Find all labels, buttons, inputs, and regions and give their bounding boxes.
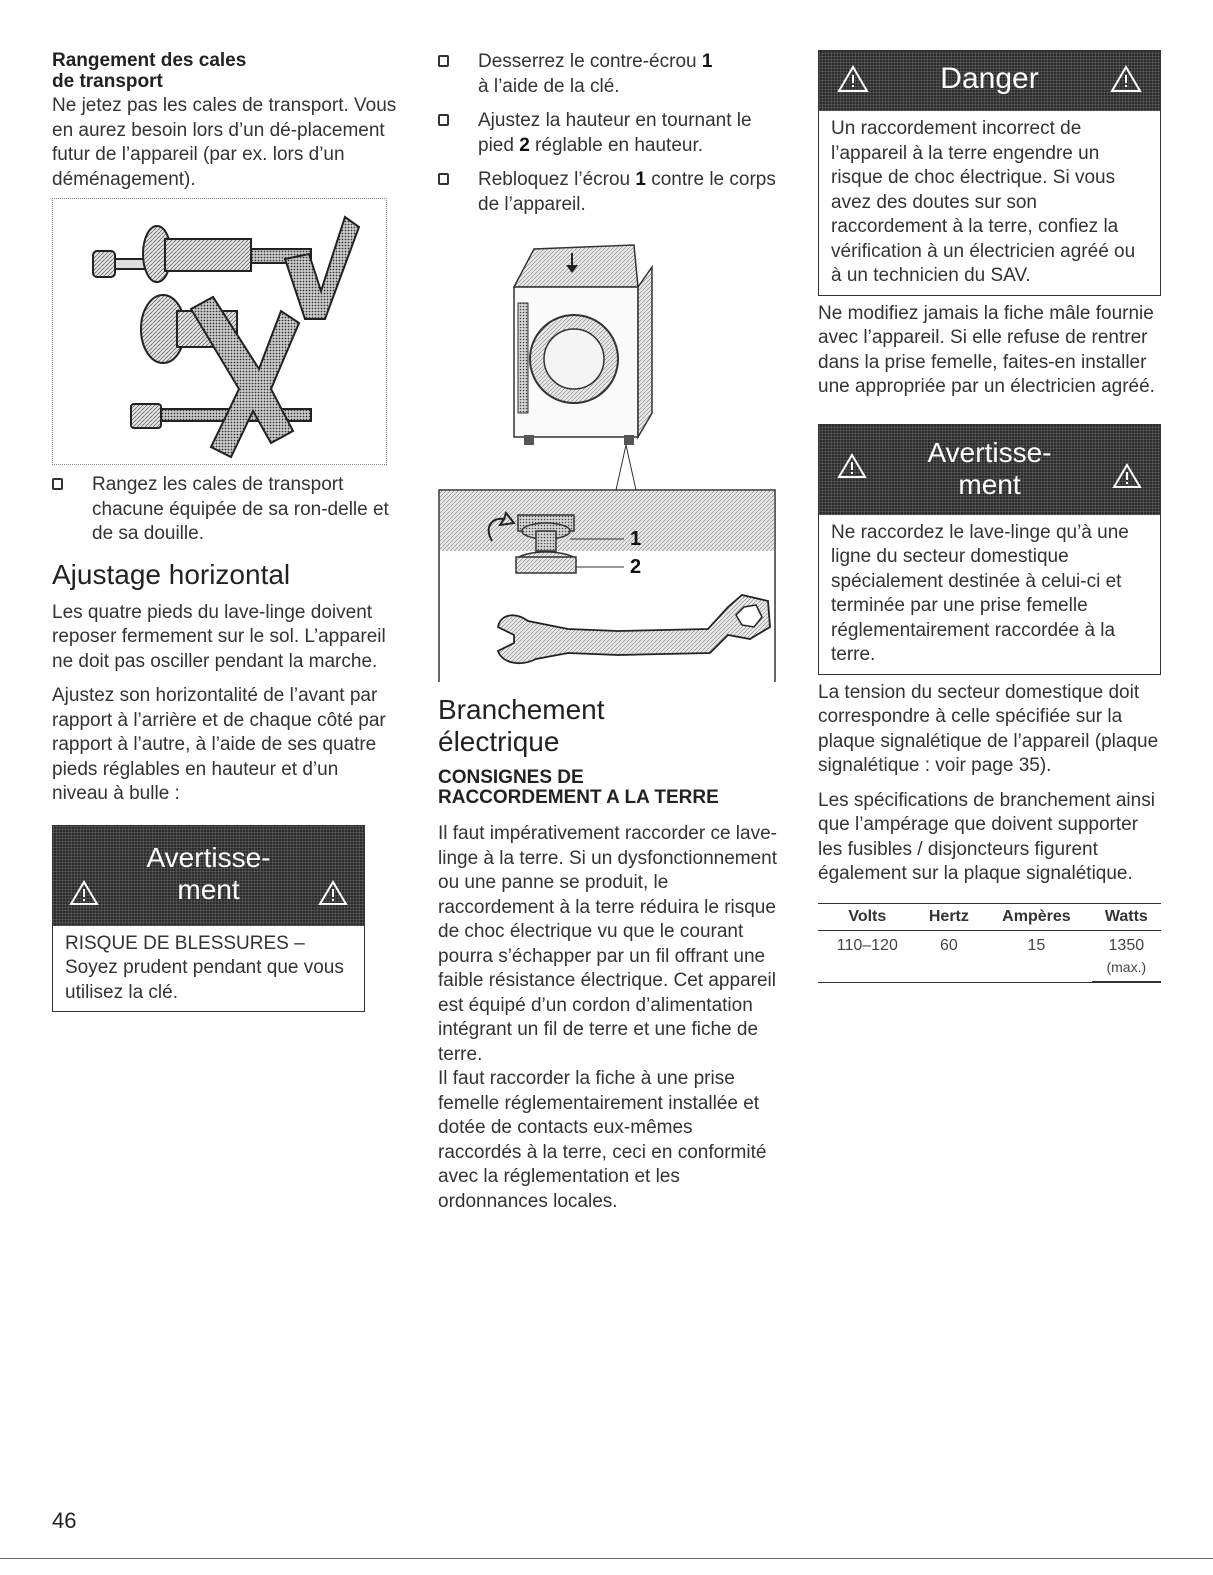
electrical-heading (438, 694, 778, 758)
callout-1: 1 (630, 528, 642, 550)
warning-triangle-icon (837, 453, 867, 479)
table-note-max: (max.) (1092, 957, 1161, 982)
grounding-warning-title-2: ment (958, 468, 1021, 500)
grounding-warning-header (819, 425, 1160, 515)
step1-number: 1 (701, 51, 713, 72)
page-number: 46 (52, 1508, 77, 1533)
table-note-row (818, 957, 1161, 982)
danger-body: Un raccordement incorrect de l’appareil à la terre engendre un risque de choc électrique. Si vous avez des doutes sur son raccordement à la terre, confiez la vérification à un électricien agréé ou à un technicien du SAV. (831, 118, 1136, 286)
storage-step (52, 473, 397, 547)
danger-title: Danger (940, 62, 1039, 95)
table-empty-cell (981, 957, 1092, 982)
table-header-watts: Watts (1092, 903, 1161, 930)
electrical-heading-line1: Branchement (438, 694, 605, 725)
leveling-paragraph-1: Les quatre pieds du lave-linge doivent reposer fermement sur le sol. L’appareil ne doit pas osciller pendant la marche. (52, 601, 386, 672)
leveling-step-1 (438, 50, 778, 99)
checkbox-icon (438, 114, 449, 126)
checkbox-icon (438, 173, 449, 185)
table-header-volts: Volts (818, 903, 917, 930)
electrical-specs-table (818, 903, 1161, 982)
warning-triangle-icon (1112, 463, 1142, 489)
step2-text-b: réglable en hauteur. (529, 134, 704, 156)
injury-warning-text-2: Soyez prudent pendant que vous utilisez la clé. (65, 957, 344, 1003)
grounding-subheading-line2: RACCORDEMENT A LA TERRE (438, 787, 719, 808)
checkbox-icon (52, 478, 63, 490)
storage-step-text: Rangez les cales de transport chacune équipée de sa ron-delle et de sa douille. (92, 474, 389, 544)
voltage-paragraph: La tension du secteur domestique doit correspondre à celle spécifiée sur la plaque signalétique de l’appareil (plaque signalétique : voir page 35). (818, 681, 1159, 776)
storage-title-line1: Rangement des cales (52, 50, 247, 71)
warning-triangle-icon (318, 880, 348, 906)
table-cell-watts: 1350 (1108, 936, 1145, 954)
step3-text-b: contre le corps de l’appareil. (478, 169, 776, 215)
grounding-paragraph-1: Il faut impérativement raccorder ce lave-linge à la terre. Si un dysfonctionnement ou une panne se produit, le raccordement à la terre réduira le risque de choc électrique vu que le courant pourra s’échapper par un fil offrant une faible résistance électrique. Cet appareil est équipé d’un cordon d’alimentation intégrant un fil de terre et une fiche de terre. (438, 823, 778, 1065)
table-header-hertz: Hertz (917, 903, 982, 930)
injury-warning-title-1: Avertisse- (146, 841, 271, 873)
grounding-warning-box (818, 424, 1161, 675)
check-mark-icon (285, 217, 359, 319)
storage-text: Ne jetez pas les cales de transport. Vous en aurez besoin lors d’un dé-placement futur de l’appareil (par ex. lors d’un déménagement). (52, 95, 397, 190)
table-empty-cell (917, 957, 982, 982)
storage-title (52, 50, 397, 92)
cross-mark-icon (191, 297, 299, 457)
step1-text-b: à l’aide de la clé. (478, 75, 620, 97)
table-cell-amperes: 15 (1027, 936, 1046, 954)
washer-graphic (514, 245, 652, 445)
table-empty-cell (818, 957, 917, 982)
table-header-amperes: Ampères (981, 903, 1092, 930)
callout-2: 2 (630, 556, 642, 578)
middle-column (438, 50, 778, 1214)
washer-foot-diagram (438, 227, 778, 682)
grounding-subheading (438, 768, 778, 808)
electrical-heading-line2: électrique (438, 726, 560, 757)
grounding-subheading-line1: CONSIGNES DE (438, 767, 584, 788)
bottom-rule (0, 1558, 1213, 1559)
step3-number: 1 (635, 169, 646, 190)
injury-warning-text-1: RISQUE DE BLESSURES – (65, 932, 305, 954)
danger-header (819, 51, 1160, 111)
danger-box (818, 50, 1161, 296)
table-header-row (818, 903, 1161, 930)
grounding-warning-body: Ne raccordez le lave-linge qu’à une ligne du secteur domestique spécialement destinée à celui-ci et terminée par une prise femelle réglementairement raccordée à la terre. (831, 521, 1129, 665)
leveling-step-2-text (478, 109, 778, 158)
washer-illustration (438, 227, 778, 682)
left-column (52, 50, 397, 1012)
table-cell-volts: 110–120 (836, 936, 898, 954)
plug-paragraph: Ne modifiez jamais la fiche mâle fournie avec l’appareil. Si elle refuse de rentrer dans la prise femelle, faites-en installer une appropriée par un électricien agréé. (818, 302, 1155, 397)
leveling-step-3-text (478, 168, 778, 217)
leveling-heading: Ajustage horizontal (52, 558, 291, 590)
step2-number: 2 (519, 134, 530, 156)
correct-bolt-graphic (93, 226, 311, 282)
table-row (818, 930, 1161, 957)
leveling-paragraph-2: Ajustez son horizontalité de l’avant par rapport à l’arrière et de chaque côté par rapport à l’autre, à l’aide de ses quatre pieds réglables en hauteur et d’un niveau à bulle : (52, 685, 386, 804)
warning-triangle-icon (1110, 65, 1142, 93)
injury-warning-body (53, 926, 364, 1012)
injury-warning-box (52, 825, 365, 1013)
checkbox-icon (438, 55, 449, 67)
leveling-step-1-text (478, 50, 778, 99)
transport-bolts-illustration (53, 199, 386, 464)
specs-paragraph: Les spécifications de branchement ainsi que l’ampérage que doivent supporter les fusibles / disjoncteurs figurent également sur la plaque signalétique. (818, 789, 1155, 884)
table-bottom-rule (818, 982, 1161, 983)
step2-text-a: Ajustez la hauteur en tournant le pied (478, 110, 752, 156)
injury-warning-header (53, 826, 364, 926)
table-cell-hertz: 60 (939, 936, 958, 954)
step1-text-a: Desserrez le contre-écrou (478, 51, 702, 72)
storage-title-line2: de transport (52, 71, 163, 92)
injury-warning-title-2: ment (177, 873, 240, 905)
warning-triangle-icon (69, 880, 99, 906)
step3-text-a: Rebloquez l’écrou (478, 169, 636, 190)
leveling-step-2 (438, 109, 778, 158)
warning-triangle-icon (837, 65, 869, 93)
transport-bolts-figure (52, 198, 387, 465)
grounding-paragraph-2: Il faut raccorder la fiche à une prise femelle réglementairement installée et dotée de contacts eux-mêmes raccordés à la terre, ceci en conformité avec la réglementation et les ordonnances locales. (438, 1068, 767, 1212)
right-column (818, 50, 1161, 983)
grounding-warning-title-1: Avertisse- (927, 436, 1052, 468)
leveling-step-3 (438, 168, 778, 217)
